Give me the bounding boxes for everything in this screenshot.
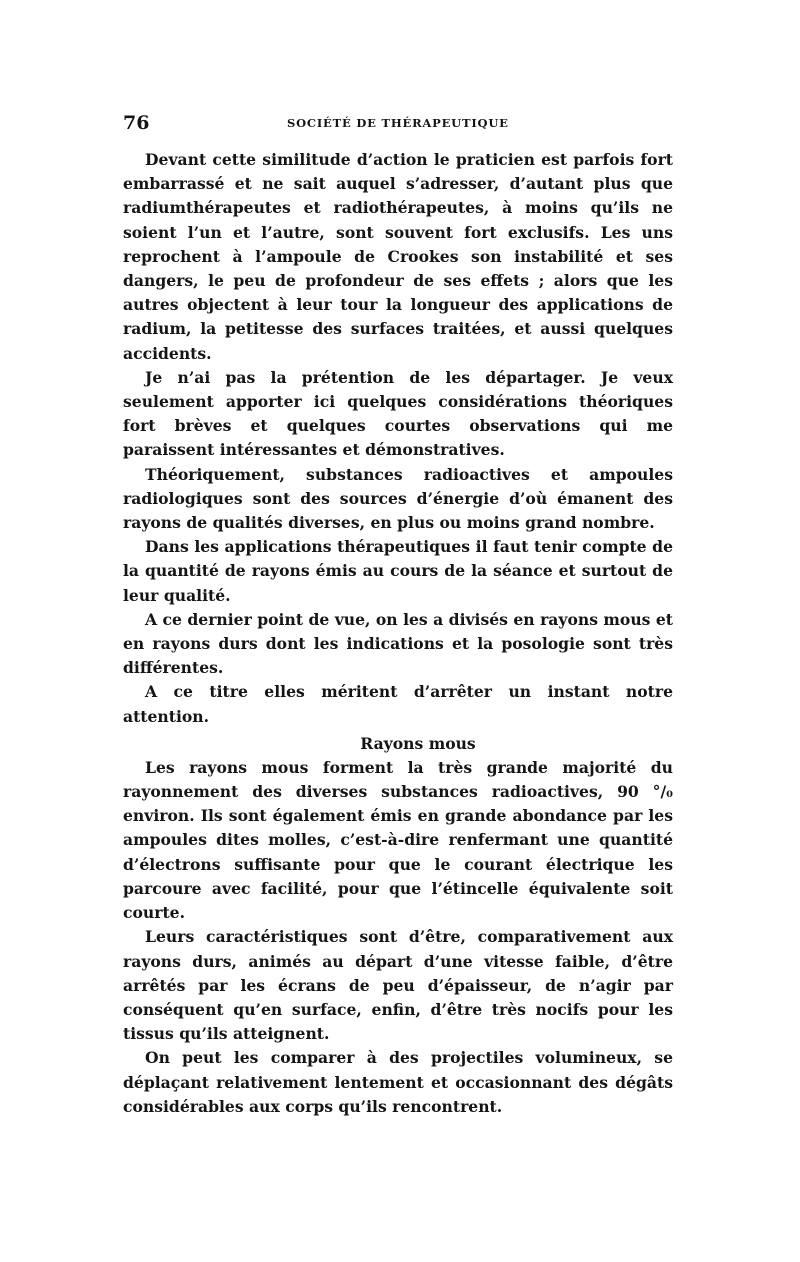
paragraph: On peut les comparer à des projectiles volumineux, se déplaçant relativement lentement et occasionnant des dégâts considérables aux corps qu’ils rencontrent. — [123, 1048, 673, 1116]
paragraph: A ce dernier point de vue, on les a divisés en rayons mous et en rayons durs dont les indications et la posologie sont très différentes. — [123, 609, 673, 678]
paragraph: Les rayons mous forment la très grande majorité du rayonnement des diverses substances radioactives, 90 °/₀ environ. Ils sont également émis en grande abondance par les ampoules dites molles, c’est-à-dire renfermant une quantité d’électrons suffisante pour que le courant électrique les parcoure avec facilité, pour que l’étincelle équivalente soit courte. — [123, 757, 673, 923]
running-title: SOCIÉTÉ DE THÉRAPEUTIQUE — [287, 116, 509, 130]
paragraph: Je n’ai pas la prétention de les départager. Je veux seulement apporter ici quelques considérations théoriques fort brèves et quelques courtes observations qui me paraissent intéressantes et démonstratives. — [123, 367, 673, 460]
paragraph: A ce titre elles méritent d’arrêter un instant notre attention. — [123, 682, 673, 726]
paragraph: Leurs caractéristiques sont d’être, comparativement aux rayons durs, animés au départ d’une vitesse faible, d’être arrêtés par les écrans de peu d’épaisseur, de n’agir par conséquent qu’en surface, enfin, d’être très nocifs pour les tissus qu’ils atteignent. — [123, 927, 673, 1044]
section-heading: Rayons mous — [360, 733, 476, 753]
paragraph: Dans les applications thérapeutiques il faut tenir compte de la quantité de rayons émis au cours de la séance et surtout de leur qualité. — [123, 537, 673, 605]
page-number: 76 — [123, 112, 150, 134]
running-head — [123, 110, 673, 136]
paragraph: Théoriquement, substances radioactives et ampoules radiologiques sont des sources d’énergie d’où émanent des rayons de qualités diverses, en plus ou moins grand nombre. — [123, 464, 673, 533]
book-page — [123, 110, 673, 1119]
paragraph: Devant cette similitude d’action le praticien est parfois fort embarrassé et ne sait auquel s’adresser, d’autant plus que radiumthérapeutes et radiothérapeutes, à moins qu’ils ne soient l’un et l’autre, sont souvent fort exclusifs. Les uns reprochent à l’ampoule de Crookes son instabilité et ses dangers, le peu de profondeur de ses effets ; alors que les autres objectent à leur tour la longueur des applications de radium, la petitesse des surfaces traitées, et aussi quelques accidents. — [123, 150, 673, 363]
body-text — [123, 148, 673, 1119]
